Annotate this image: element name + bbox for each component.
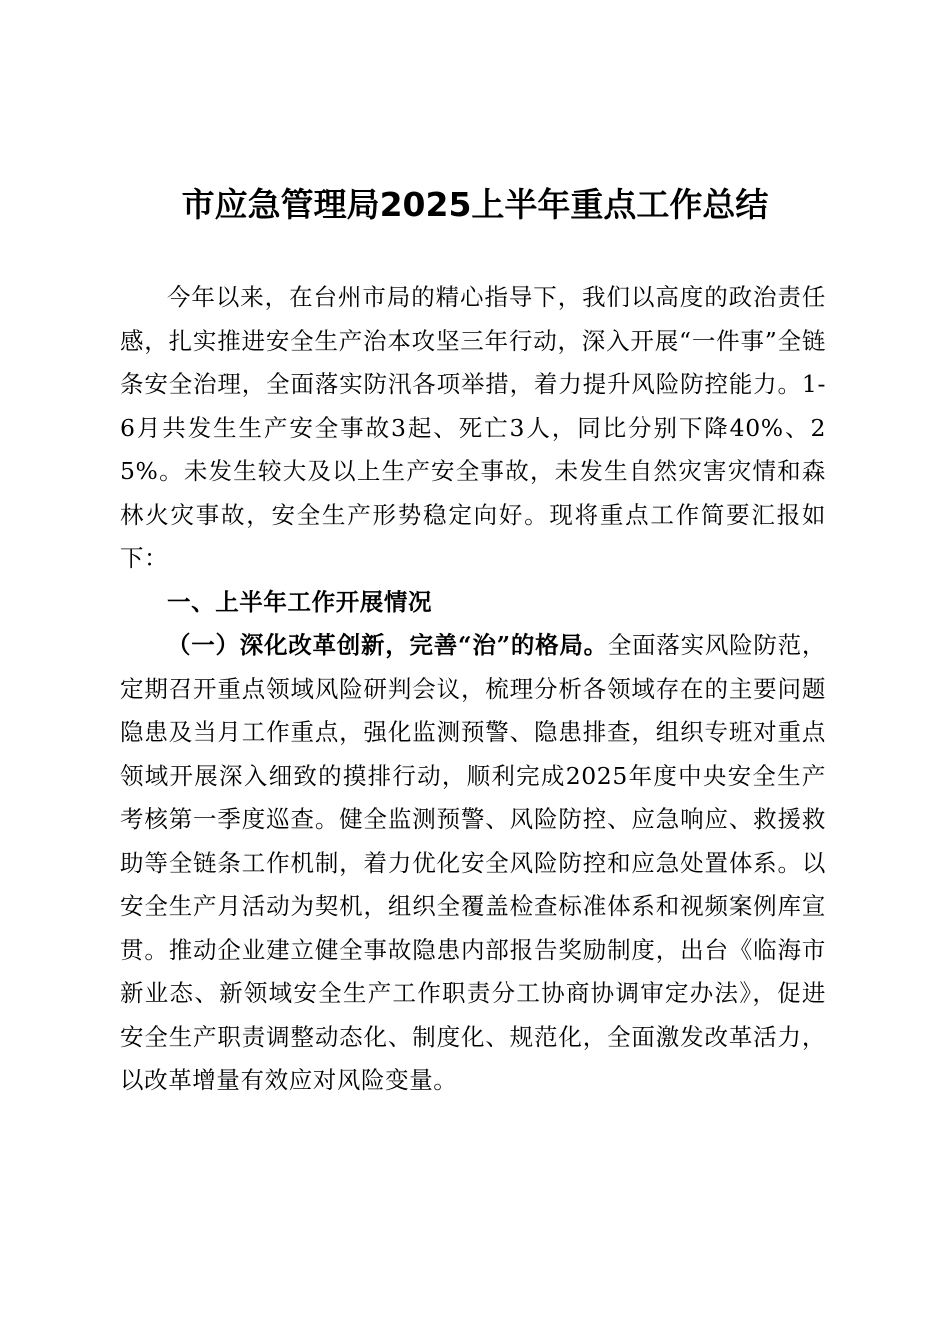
subsection-heading-1: （一）深化改革创新，完善“治”的格局。 (167, 631, 608, 659)
document-title: 市应急管理局2025上半年重点工作总结 (181, 185, 769, 224)
document-body (120, 276, 826, 1103)
subsection-paragraph-1 (120, 624, 826, 1103)
section-heading-1: 一、上半年工作开展情况 (167, 587, 433, 616)
subsection-body-1: 全面落实风险防范，定期召开重点领域风险研判会议，梳理分析各领域存在的主要问题隐患及当月工作重点，强化监测预警、隐患排查，组织专班对重点领域开展深入细致的摸排行动，顺利完成2025年度中央安全生产考核第一季度巡查。健全监测预警、风险防控、应急响应、救援救助等全链条工作机制，着力优化安全风险防控和应急处置体系。以安全生产月活动为契机，组织全覆盖检查标准体系和视频案例库宣贯。推动企业建立健全事故隐患内部报告奖励制度，出台《临海市新业态、新领域安全生产工作职责分工协商协调审定办法》，促进安全生产职责调整动态化、制度化、规范化，全面激发改革活力，以改革增量有效应对风险变量。 (120, 631, 826, 1094)
intro-paragraph: 今年以来，在台州市局的精心指导下，我们以高度的政治责任感，扎实推进安全生产治本攻坚三年行动，深入开展“一件事”全链条安全治理，全面落实防汛各项举措，着力提升风险防控能力。1-6月共发生生产安全事故3起、死亡3人，同比分别下降40%、25%。未发生较大及以上生产安全事故，未发生自然灾害灾情和森林火灾事故，安全生产形势稳定向好。现将重点工作简要汇报如下： (120, 283, 826, 572)
